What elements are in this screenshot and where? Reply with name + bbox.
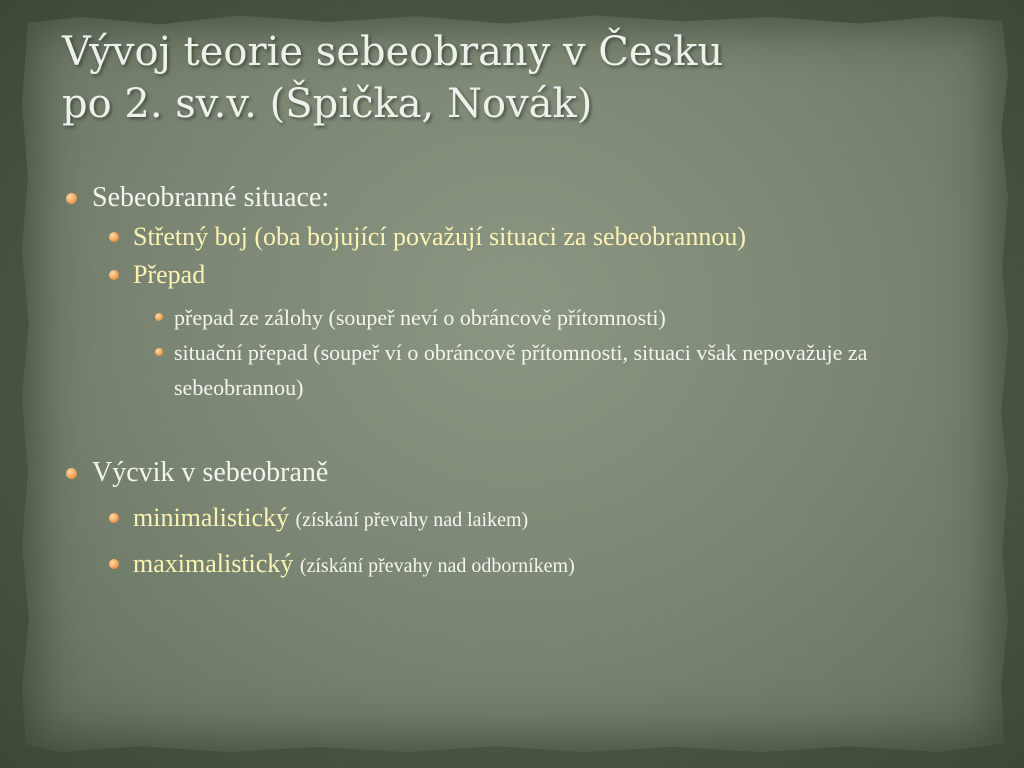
bullet-situacni-prepad	[62, 335, 962, 405]
bullet-icon	[109, 232, 119, 242]
bullet-label: minimalistický	[133, 503, 289, 532]
bullet-label: Výcvik v sebeobraně	[92, 457, 329, 488]
bullet-label: maximalistický	[133, 549, 294, 578]
bullet-minimalisticky	[62, 499, 962, 539]
bullet-icon	[155, 313, 163, 321]
bullet-sebeobranne-situace	[62, 178, 962, 218]
bullet-prepad	[62, 256, 962, 294]
bullet-note: (získání převahy nad laikem)	[295, 509, 529, 531]
bullet-icon	[109, 270, 119, 280]
slide-title	[62, 26, 962, 130]
bullet-label: situační přepad (soupeř ví o obráncově přítomnosti, situaci však nepovažuje za sebeobrannou)	[174, 340, 868, 400]
bullet-note: (získání převahy nad odborníkem)	[299, 555, 575, 577]
bullet-stretny-boj	[62, 218, 962, 256]
bullet-label: Střetný boj (oba bojující považují situaci za sebeobrannou)	[133, 222, 746, 251]
bullet-icon	[109, 513, 119, 523]
bullet-maximalisticky	[62, 545, 962, 585]
slide-body	[62, 178, 962, 585]
bullet-icon	[109, 559, 119, 569]
bullet-label: přepad ze zálohy (soupeř neví o obráncově přítomnosti)	[174, 305, 666, 330]
bullet-icon	[66, 193, 77, 204]
slide-title-line-2: po 2. sv.v. (Špička, Novák)	[62, 81, 593, 127]
bullet-icon	[155, 348, 163, 356]
bullet-list	[62, 178, 962, 585]
bullet-vycvik	[62, 453, 962, 493]
bullet-label: Sebeobranné situace:	[92, 182, 330, 213]
bullet-prepad-ze-zalohy	[62, 300, 962, 335]
bullet-label: Přepad	[133, 260, 206, 289]
bullet-icon	[66, 468, 77, 479]
slide-title-line-1: Vývoj teorie sebeobrany v Česku	[62, 29, 724, 75]
